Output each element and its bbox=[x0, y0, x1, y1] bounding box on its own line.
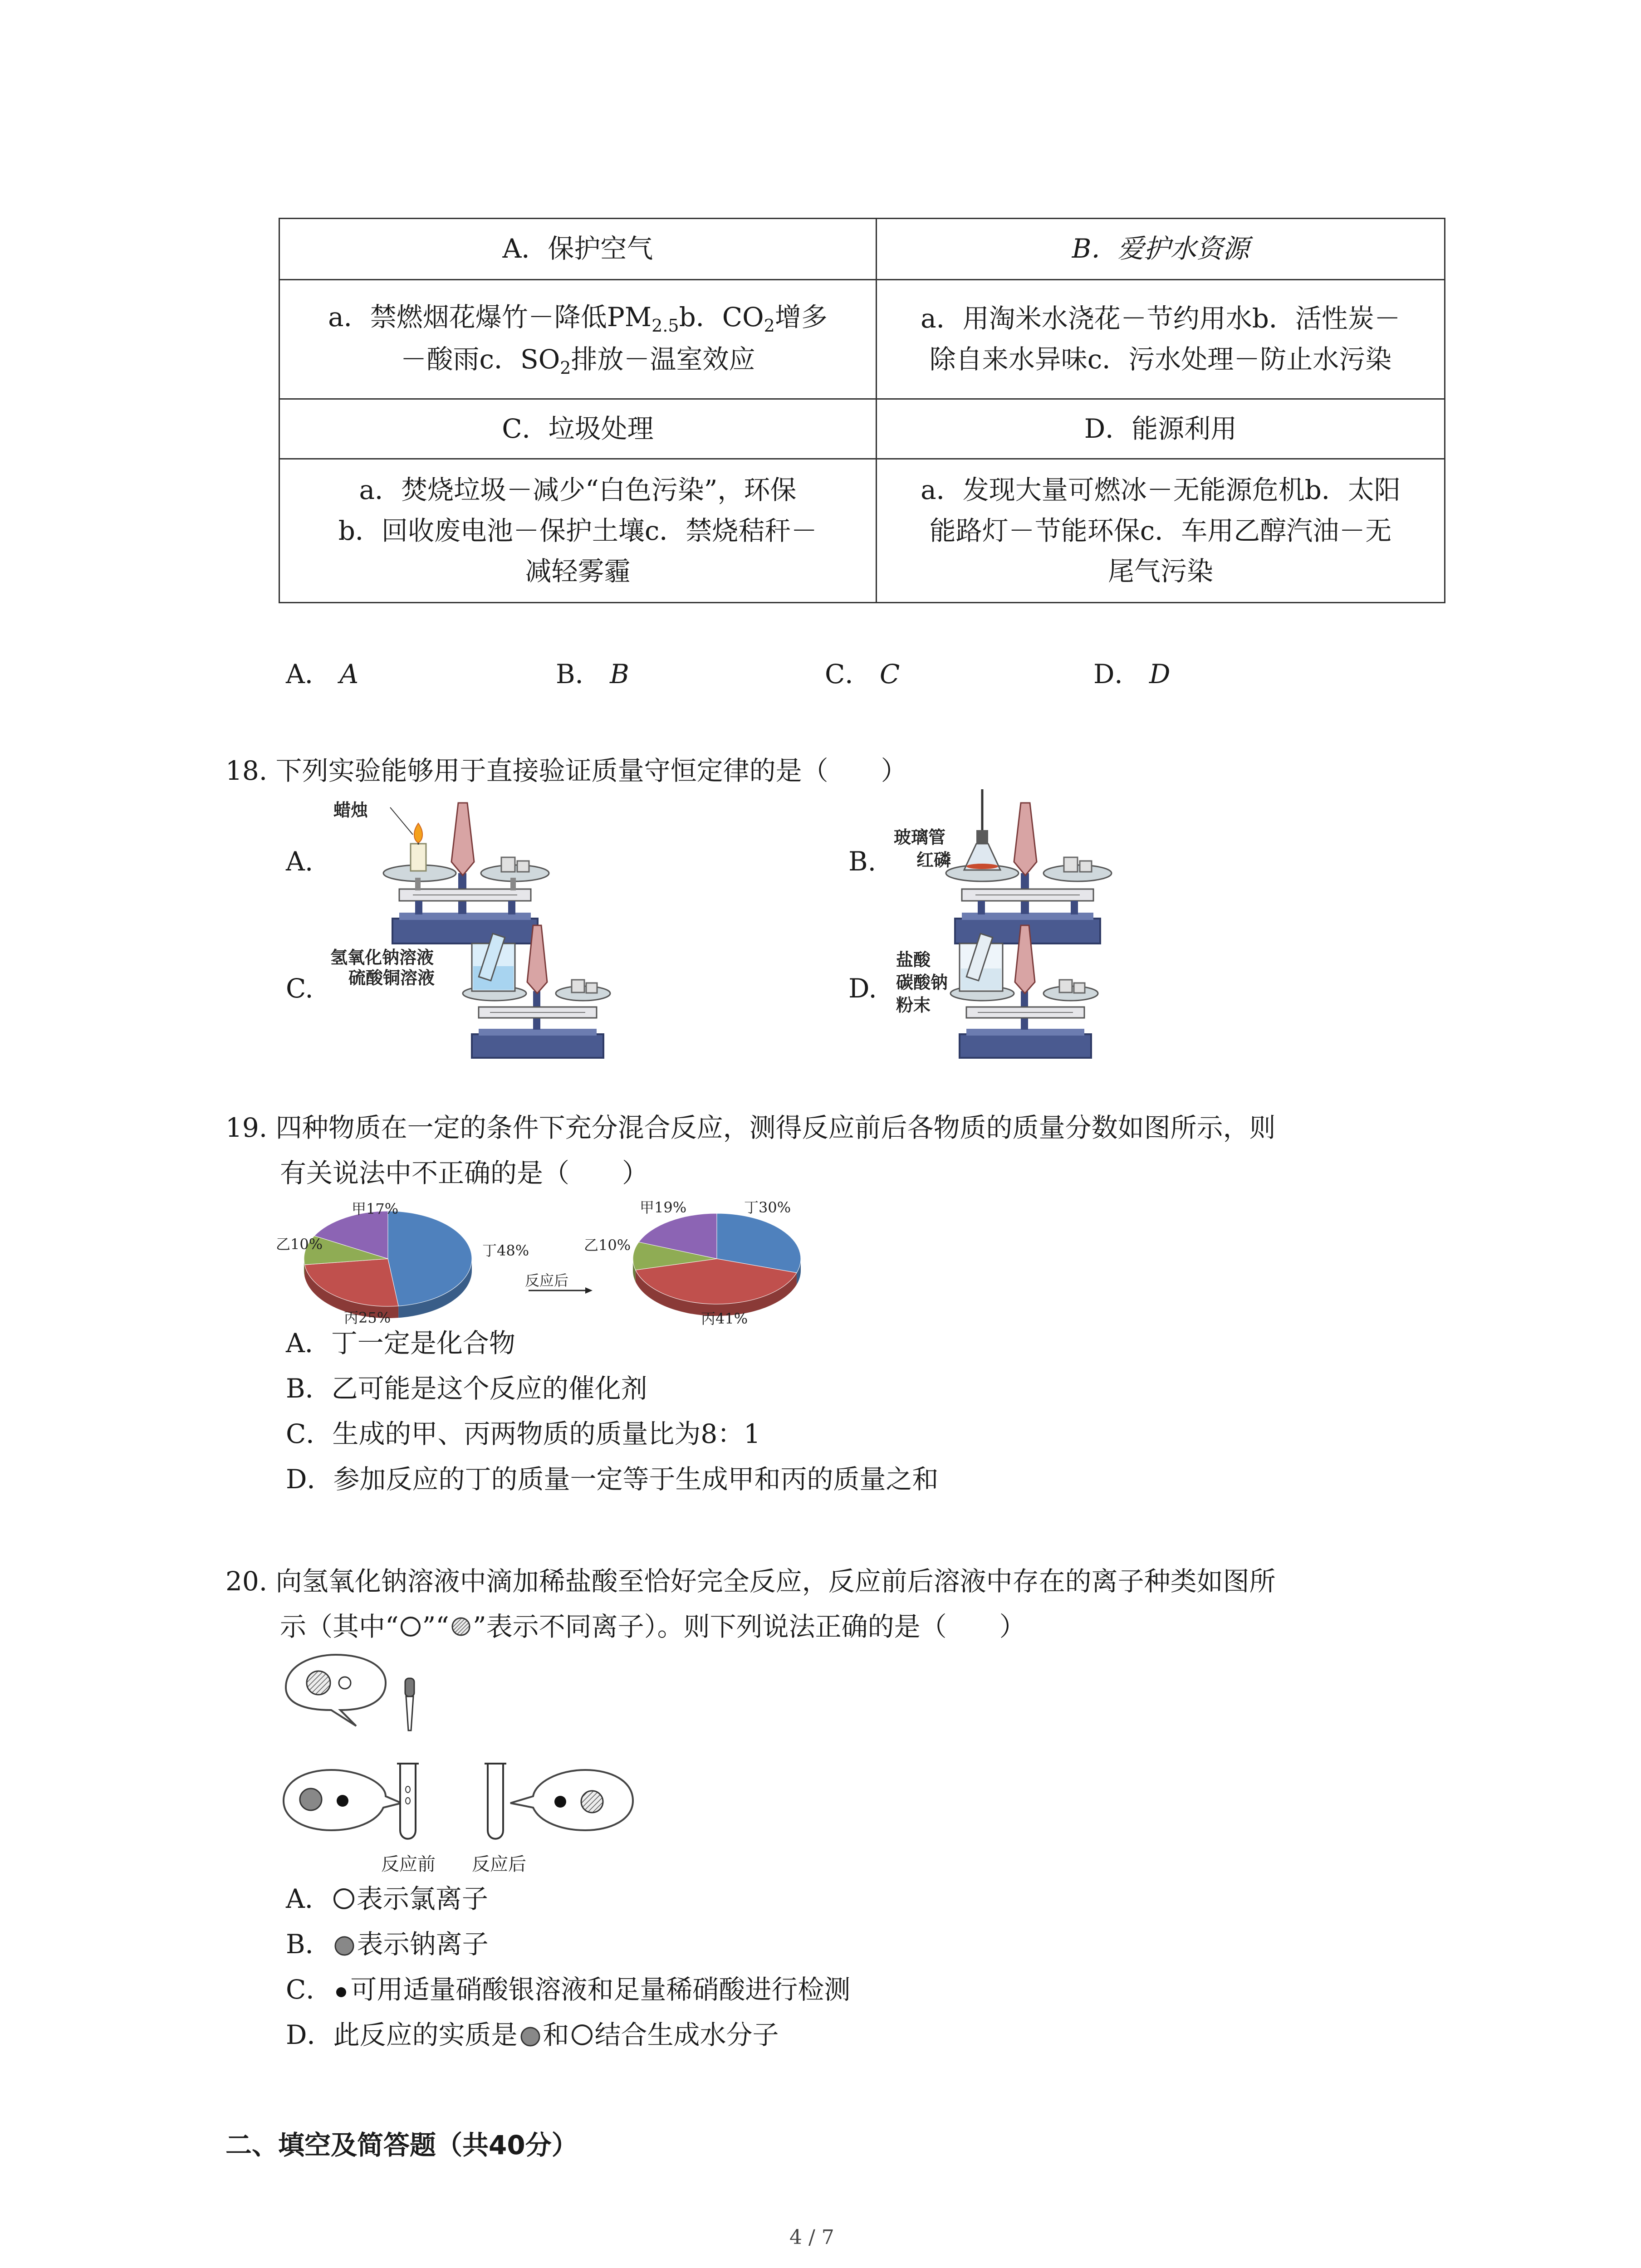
table-header-a: A．保护空气 bbox=[502, 233, 653, 264]
table-cell-d: a．发现大量可燃冰－无能源危机b．太阳 能路灯－节能环保c．车用乙醇汽油－无 尾气污染 bbox=[921, 474, 1401, 587]
q19-option-b[interactable]: B．乙可能是这个反应的催化剂 bbox=[286, 1373, 647, 1404]
label-cuso4-solution: 硫酸铜溶液 bbox=[348, 968, 435, 988]
pie-after-label-jia: 甲19% bbox=[640, 1199, 687, 1216]
black-dot-icon bbox=[332, 1978, 350, 2003]
page-number: 4 / 7 bbox=[789, 2226, 834, 2249]
table-cell-a: a．禁燃烟花爆竹－降低$PM_{2.5}b$．$CO_2$增多 －酸雨c．$SO_2$排放－温室效应 bbox=[328, 302, 828, 378]
q19-stem-line2: 有关说法中不正确的是（ ） bbox=[280, 1158, 649, 1188]
label-red-phosphorus: 红磷 bbox=[916, 850, 951, 870]
q20-option-c[interactable]: C． 可用适量硝酸银溶液和足量稀硝酸进行检测 bbox=[286, 1974, 851, 2005]
q18-option-c[interactable]: C. bbox=[286, 973, 314, 1004]
label-hcl: 盐酸 bbox=[896, 950, 931, 970]
pie-before-label-ding: 丁48% bbox=[482, 1242, 529, 1259]
speech-bubble-after bbox=[510, 1770, 633, 1830]
dropper-bulb bbox=[405, 1678, 414, 1696]
test-tube-after bbox=[488, 1764, 503, 1839]
ion-diagram bbox=[281, 1651, 635, 1873]
balance-hcl-na2co3-image bbox=[946, 923, 1100, 1061]
q20-option-d[interactable]: D．此反应的实质是 和 结合生成水分子 bbox=[286, 2019, 779, 2050]
open-circle-icon bbox=[331, 1886, 357, 1911]
dropper-tube bbox=[406, 1696, 413, 1730]
q19-option-d[interactable]: D．参加反应的丁的质量一定等于生成甲和丙的质量之和 bbox=[286, 1464, 939, 1495]
table-cell-c: a．焚烧垃圾－减少“白色污染”，环保 b．回收废电池－保护土壤c．禁烧秸秆－ 减轻雾霾 bbox=[338, 474, 818, 587]
reaction-arrow-head bbox=[585, 1287, 593, 1294]
label-naoh-solution: 氢氧化钠溶液 bbox=[330, 948, 434, 968]
gray-circle-icon bbox=[518, 2023, 543, 2048]
table-header-d: D．能源利用 bbox=[1084, 413, 1237, 444]
q20-stem-line2: 示（其中“ ”“ ”表示不同离子）。则下列说法正确的是（ ） bbox=[280, 1611, 1026, 1642]
pie-before bbox=[304, 1211, 472, 1318]
q18-option-d[interactable]: D. bbox=[848, 973, 877, 1004]
ion-hatched bbox=[581, 1791, 603, 1813]
section-heading: 二、填空及简答题（共40分） bbox=[225, 2130, 578, 2160]
q17-option-a[interactable]: A． A bbox=[286, 659, 359, 689]
ion-black bbox=[337, 1795, 348, 1807]
pie-after-label-yi: 乙10% bbox=[584, 1237, 631, 1254]
pie-before-label-jia: 甲17% bbox=[352, 1200, 399, 1217]
pie-before-label-yi: 乙10% bbox=[276, 1236, 323, 1253]
pie-after-label-ding: 丁30% bbox=[744, 1199, 791, 1216]
q20-option-b[interactable]: B． 表示钠离子 bbox=[286, 1929, 489, 1960]
ion-open bbox=[339, 1677, 351, 1689]
q20-stem-line1: 20. 向氢氧化钠溶液中滴加稀盐酸至恰好完全反应，反应前后溶液中存在的离子种类如图所 bbox=[225, 1566, 1276, 1597]
test-tube-before bbox=[400, 1764, 416, 1839]
gray-circle-icon bbox=[332, 1932, 357, 1958]
q20-option-a[interactable]: A． 表示氯离子 bbox=[286, 1883, 488, 1914]
label-candle: 蜡烛 bbox=[333, 800, 368, 820]
options-table bbox=[279, 218, 1445, 603]
speech-bubble-top bbox=[286, 1655, 386, 1726]
q18-option-a[interactable]: A. bbox=[286, 846, 314, 877]
q18-stem: 18. 下列实验能够用于直接验证质量守恒定律的是（ ） bbox=[225, 755, 907, 786]
open-circle-icon bbox=[399, 1615, 422, 1638]
ion-hatched bbox=[307, 1671, 330, 1695]
open-circle-icon bbox=[569, 2022, 595, 2048]
pie-after bbox=[633, 1213, 801, 1316]
pie-slice-丙 bbox=[304, 1259, 398, 1306]
q19-option-c[interactable]: C．生成的甲、丙两物质的质量比为8：1 bbox=[286, 1418, 761, 1449]
label-before-reaction: 反应前 bbox=[381, 1854, 436, 1875]
label-powder: 粉末 bbox=[896, 995, 931, 1015]
label-na2co3: 碳酸钠 bbox=[896, 973, 948, 992]
table-cell-b: a．用淘米水浇花－节约用水b．活性炭－ 除自来水异味c．污水处理－防止水污染 bbox=[921, 303, 1401, 375]
q17-option-d[interactable]: D． D bbox=[1093, 659, 1171, 689]
q18-option-b[interactable]: B. bbox=[848, 846, 877, 877]
pie-before-label-bing: 丙25% bbox=[344, 1309, 391, 1326]
table-header-b: B．爱护水资源 bbox=[1072, 233, 1249, 264]
q19-stem-line1: 19. 四种物质在一定的条件下充分混合反应，测得反应前后各物质的质量分数如图所示，则 bbox=[225, 1112, 1276, 1143]
reaction-arrow-label: 反应后 bbox=[525, 1272, 569, 1289]
q17-option-c[interactable]: C． C bbox=[825, 659, 900, 689]
label-glass-tube: 玻璃管 bbox=[894, 827, 946, 847]
ion-black bbox=[554, 1796, 566, 1808]
ion-gray bbox=[300, 1789, 322, 1810]
label-after-reaction: 反应后 bbox=[472, 1854, 526, 1875]
table-header-c: C．垃圾处理 bbox=[502, 413, 654, 444]
pie-after-label-bing: 丙41% bbox=[701, 1310, 748, 1327]
q19-option-a[interactable]: A．丁一定是化合物 bbox=[286, 1328, 515, 1359]
balance-naoh-cuso4-image bbox=[458, 923, 612, 1061]
hatched-circle-icon bbox=[449, 1615, 473, 1638]
q17-option-b[interactable]: B． B bbox=[556, 659, 629, 689]
